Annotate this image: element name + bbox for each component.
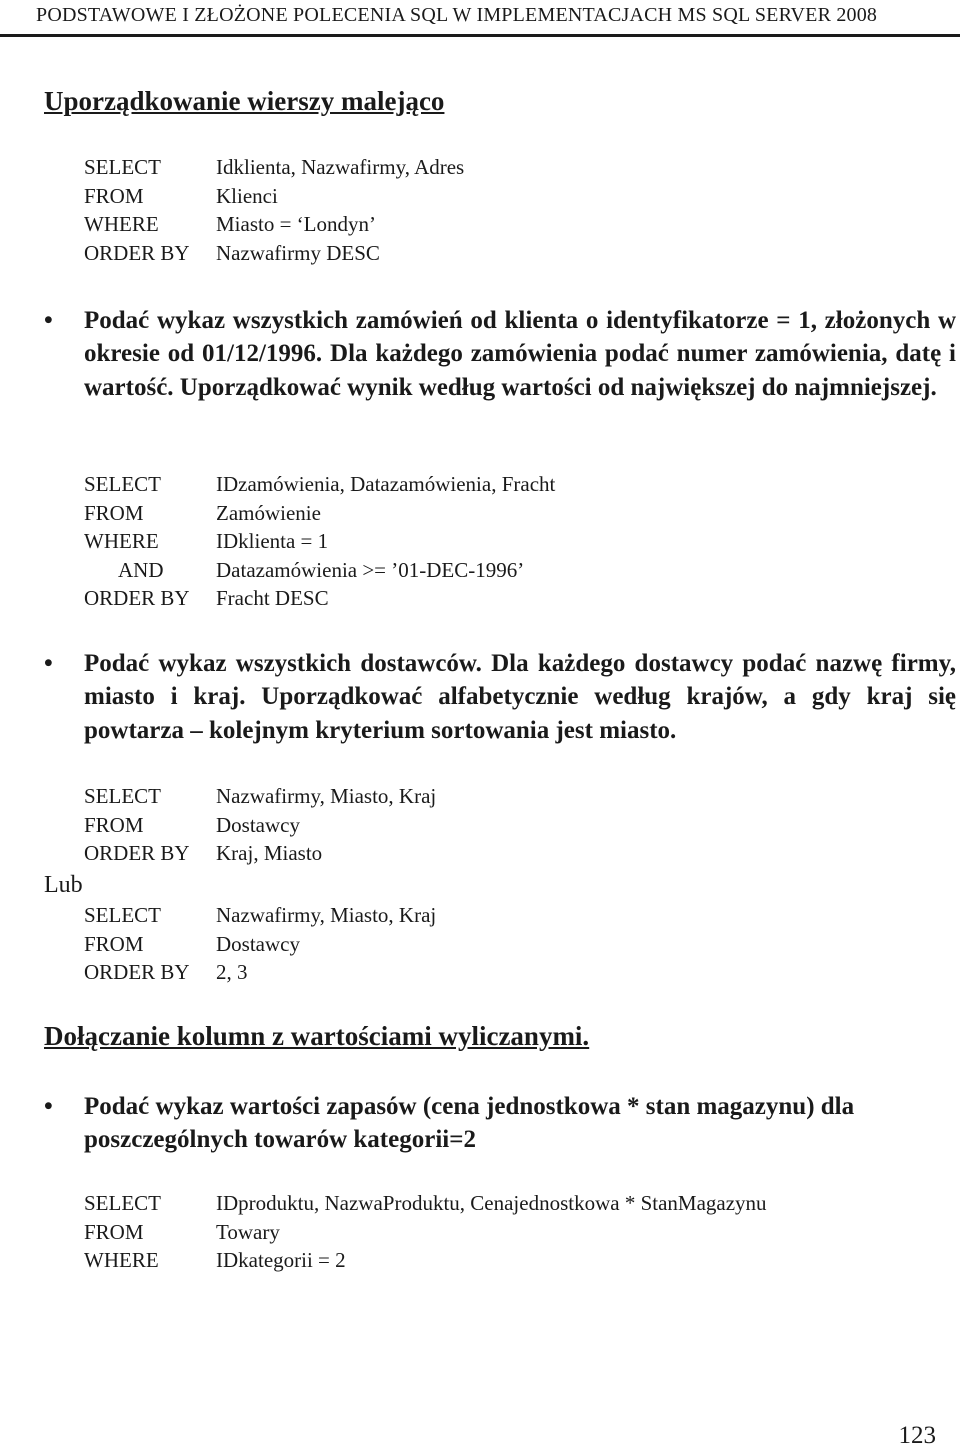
sql-keyword: ORDER BY [84, 960, 190, 984]
bullet-icon: • [44, 650, 53, 677]
sql-row [84, 1218, 767, 1247]
sql-row [84, 782, 436, 811]
sql-row [84, 153, 464, 182]
sql-clause: Fracht DESC [216, 586, 329, 610]
sql-keyword: ORDER BY [84, 586, 190, 610]
sql-clause: Nazwafirmy DESC [216, 240, 380, 265]
sql-keyword: FROM [84, 183, 144, 208]
sql-clause: Dostawcy [216, 931, 300, 956]
sql-keyword: ORDER BY [84, 240, 190, 265]
sql-keyword: WHERE [84, 529, 159, 553]
sql-clause: Miasto = ‘Londyn’ [216, 212, 376, 236]
sql-query-block-2 [84, 470, 555, 613]
sql-row [84, 958, 436, 987]
sql-row [84, 930, 436, 959]
sql-row [84, 210, 464, 239]
sql-keyword: AND [118, 557, 164, 582]
sql-clause: IDkategorii = 2 [216, 1248, 346, 1272]
bullet-icon: • [44, 1093, 53, 1120]
sql-row [84, 499, 555, 528]
task-2-text: Podać wykaz wszystkich dostawców. Dla każdego dostawcy podać nazwę firmy, miasto i kraj. Uporządkować alfabetycznie według krajów, a gdy kraj się powtarza – kolejnym kryterium sortowania jest miasto. [84, 650, 956, 744]
sql-row [84, 839, 436, 868]
sql-clause: Dostawcy [216, 812, 300, 837]
sql-clause: Towary [216, 1219, 280, 1244]
sql-row [84, 470, 555, 499]
sql-keyword: ORDER BY [84, 841, 190, 865]
sql-clause: 2, 3 [216, 960, 248, 984]
sql-keyword: WHERE [84, 212, 159, 236]
sql-row [84, 584, 555, 613]
sql-row [84, 239, 464, 268]
sql-clause: Zamówienie [216, 500, 321, 525]
sql-clause: IDzamówienia, Datazamówienia, Fracht [216, 472, 556, 496]
sql-keyword: SELECT [84, 903, 161, 927]
sql-row [84, 1189, 767, 1218]
sql-row [84, 556, 555, 585]
sql-keyword: WHERE [84, 1248, 159, 1272]
task-2-description [44, 647, 956, 747]
sql-keyword: SELECT [84, 784, 161, 808]
sql-row [84, 811, 436, 840]
sql-query-block-3b [84, 901, 436, 987]
sql-query-block-4 [84, 1189, 767, 1275]
sql-clause: Klienci [216, 183, 278, 208]
running-header [0, 0, 960, 37]
section-heading-computed-columns: Dołączanie kolumn z wartościami wyliczanymi. [44, 1021, 590, 1051]
section-heading-descending-order: Uporządkowanie wierszy malejąco [44, 86, 445, 116]
task-3-text: Podać wykaz wartości zapasów (cena jednostkowa * stan magazynu) dla poszczególnych towarów kategorii=2 [84, 1093, 855, 1154]
task-1-text: Podać wykaz wszystkich zamówień od klienta o identyfikatorze = 1, złożonych w okresie od 01/12/1996. Dla każdego zamówienia podać numer zamówienia, datę i wartość. Uporządkować wynik według wartości od największej do najmniejszej. [84, 307, 956, 401]
sql-keyword: SELECT [84, 155, 161, 179]
sql-clause: Datazamówienia >= ’01-DEC-1996’ [216, 557, 525, 582]
sql-row [84, 182, 464, 211]
sql-row [84, 527, 555, 556]
bullet-icon: • [44, 307, 53, 334]
running-header-title: PODSTAWOWE I ZŁOŻONE POLECENIA SQL W IMPLEMENTACJACH MS SQL SERVER 2008 [36, 4, 878, 26]
sql-clause: Idklienta, Nazwafirmy, Adres [216, 155, 465, 179]
sql-clause: IDklienta = 1 [216, 529, 329, 553]
sql-keyword: SELECT [84, 472, 161, 496]
sql-keyword: SELECT [84, 1191, 161, 1215]
sql-clause: Nazwafirmy, Miasto, Kraj [216, 903, 437, 927]
sql-query-block-3a [84, 782, 436, 868]
sql-keyword: FROM [84, 931, 144, 956]
task-1-description [44, 304, 956, 404]
sql-query-block-1 [84, 153, 464, 267]
sql-clause: Kraj, Miasto [216, 841, 323, 865]
sql-keyword: FROM [84, 1219, 144, 1244]
sql-clause: IDproduktu, NazwaProduktu, Cenajednostkowa * StanMagazynu [216, 1191, 767, 1215]
sql-clause: Nazwafirmy, Miasto, Kraj [216, 784, 437, 808]
task-3-description [44, 1090, 956, 1157]
page-number: 123 [898, 1422, 936, 1449]
sql-keyword: FROM [84, 812, 144, 837]
sql-row [84, 1246, 767, 1275]
sql-row [84, 901, 436, 930]
sql-keyword: FROM [84, 500, 144, 525]
alternative-label: Lub [44, 872, 83, 898]
